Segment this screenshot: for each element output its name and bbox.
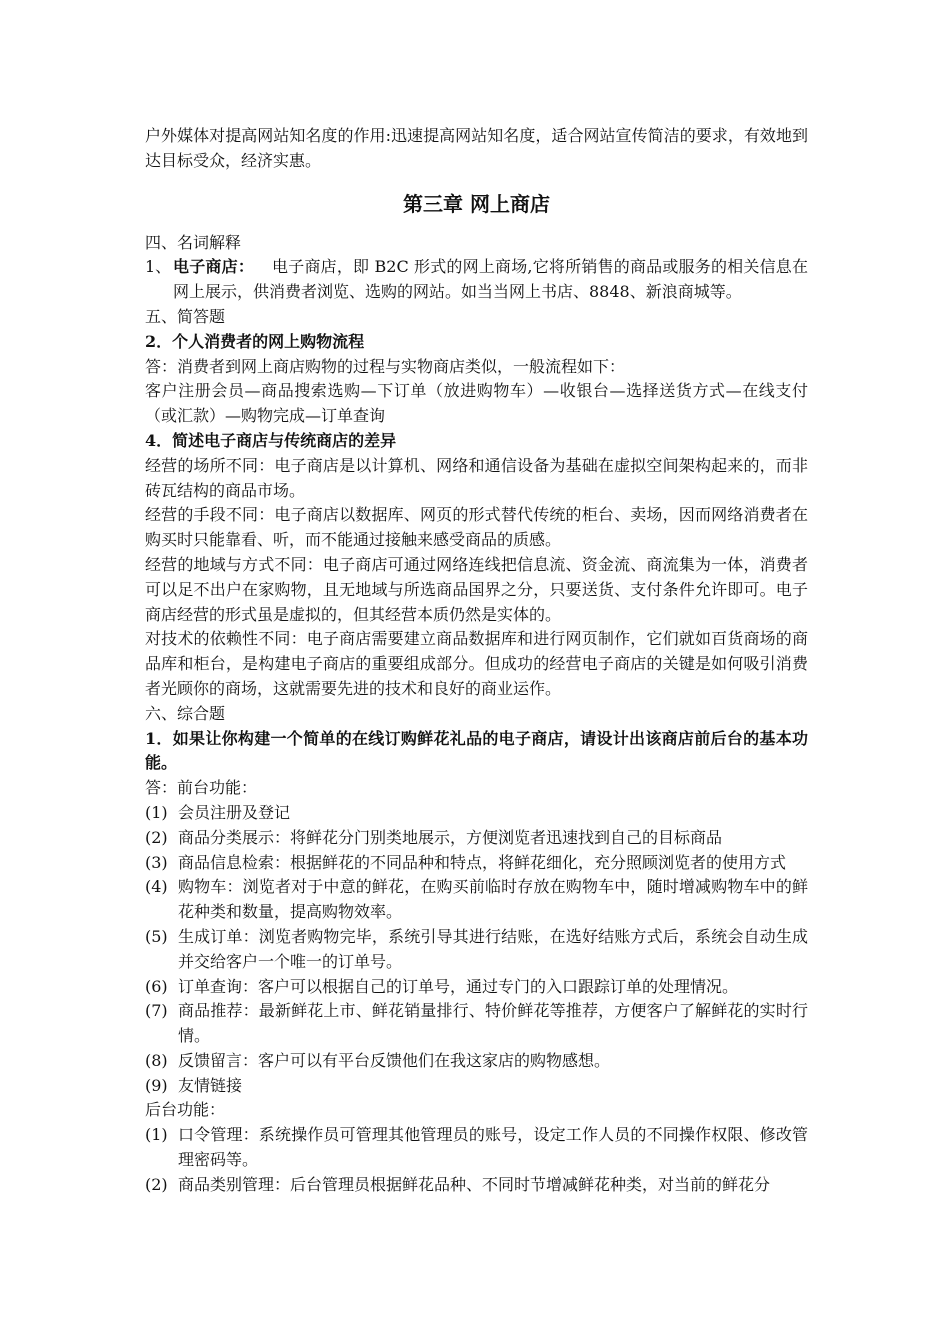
list-item-text: 商品类别管理：后台管理员根据鲜花品种、不同时节增减鲜花种类，对当前的鲜花分 — [178, 1174, 771, 1194]
list-item-number: (2) — [145, 1174, 168, 1194]
list-item — [145, 1074, 808, 1099]
list-item-number: (8) — [145, 1050, 168, 1070]
question-4-paragraph: 对技术的依赖性不同：电子商店需要建立商品数据库和进行网页制作，它们就如百货商场的商品库和柜台，是构建电子商店的重要组成部分。但成功的经营电子商店的关键是如何吸引消费者光顾你的商场，这就需要先进的技术和良好的商业运作。 — [145, 629, 808, 698]
list-item — [145, 826, 808, 851]
list-item — [145, 875, 808, 925]
list-item-number: (1) — [145, 1125, 168, 1145]
definition-number: 1、 — [145, 257, 172, 277]
list-item — [145, 1049, 808, 1074]
list-item-text: 商品推荐：最新鲜花上市、鲜花销量排行、特价鲜花等推荐，方便客户了解鲜花的实时行情。 — [178, 1001, 808, 1046]
list-item — [145, 925, 808, 975]
list-item-number: (7) — [145, 1001, 168, 1021]
list-item-number: (5) — [145, 926, 168, 946]
question-4-paragraph: 经营的地域与方式不同：电子商店可通过网络连线把信息流、资金流、商流集为一体，消费者可以足不出户在家购物，且无地域与所选商品国界之分，只要送货、支付条件允许即可。电子商店经营的形式虽是虚拟的，但其经营本质仍然是实体的。 — [145, 554, 808, 624]
chapter-title: 第三章 网上商店 — [403, 191, 550, 216]
list-item-text: 订单查询：客户可以根据自己的订单号，通过专门的入口跟踪订单的处理情况。 — [178, 976, 739, 996]
section-heading-short-answer: 五、简答题 — [145, 306, 226, 326]
list-item-text: 会员注册及登记 — [178, 802, 291, 822]
section-heading-comprehensive: 六、综合题 — [145, 703, 226, 723]
section-heading-terms: 四、名词解释 — [145, 232, 242, 252]
list-item-number: (1) — [145, 802, 168, 822]
list-item-number: (6) — [145, 976, 168, 996]
definition-term: 电子商店： — [173, 257, 255, 277]
list-item-number: (4) — [145, 877, 168, 897]
definition-item — [145, 255, 808, 305]
question-2-flow: 客户注册会员—商品搜索选购—下订单（放进购物车）—收银台—选择送货方式—在线支付（或汇款）—购物完成—订单查询 — [145, 381, 808, 426]
question-2-answer: 答：消费者到网上商店购物的过程与实物商店类似，一般流程如下： — [145, 356, 626, 376]
front-functions-label: 答：前台功能： — [145, 778, 258, 798]
question-4-paragraph: 经营的场所不同：电子商店是以计算机、网络和通信设备为基础在虚拟空间架构起来的，而非砖瓦结构的商品市场。 — [145, 455, 808, 500]
list-item — [145, 1123, 808, 1173]
list-item — [145, 975, 808, 1000]
question-4-title: 4．简述电子商店与传统商店的差异 — [145, 430, 397, 450]
document-page — [145, 124, 808, 1198]
list-item-number: (9) — [145, 1075, 168, 1095]
list-item — [145, 801, 808, 826]
list-item-text: 口令管理：系统操作员可管理其他管理员的账号，设定工作人员的不同操作权限、修改管理密码等。 — [178, 1125, 808, 1170]
back-functions-label: 后台功能： — [145, 1100, 226, 1120]
definition-body — [173, 255, 808, 305]
question-2-title: 2．个人消费者的网上购物流程 — [145, 331, 365, 351]
list-item-text: 购物车：浏览者对于中意的鲜花，在购买前临时存放在购物车中，随时增减购物车中的鲜花种类和数量，提高购物效率。 — [178, 877, 808, 922]
list-item-number: (2) — [145, 827, 168, 847]
list-item-number: (3) — [145, 852, 168, 872]
list-item-text: 商品信息检索：根据鲜花的不同品种和特点，将鲜花细化，充分照顾浏览者的使用方式 — [178, 852, 787, 872]
list-item-text: 生成订单：浏览者购物完毕，系统引导其进行结账，在选好结账方式后，系统会自动生成并交给客户一个唯一的订单号。 — [178, 926, 808, 971]
question-4-paragraph: 经营的手段不同：电子商店以数据库、网页的形式替代传统的柜台、卖场，因而网络消费者在购买时只能靠看、听，而不能通过接触来感受商品的质感。 — [145, 505, 808, 550]
comprehensive-question-title: 1．如果让你构建一个简单的在线订购鲜花礼品的电子商店，请设计出该商店前后台的基本功能。 — [145, 728, 808, 773]
list-item — [145, 1173, 808, 1198]
list-item-text: 商品分类展示：将鲜花分门别类地展示，方便浏览者迅速找到自己的目标商品 — [178, 827, 723, 847]
list-item — [145, 851, 808, 876]
definition-text: 电子商店，即 B2C 形式的网上商场,它将所销售的商品或服务的相关信息在网上展示，供消费者浏览、选购的网站。如当当网上书店、8848、新浪商城等。 — [173, 257, 808, 302]
list-item-text: 友情链接 — [178, 1075, 243, 1095]
intro-paragraph: 户外媒体对提高网站知名度的作用:迅速提高网站知名度，适合网站宣传简洁的要求，有效地到达目标受众，经济实惠。 — [145, 126, 808, 170]
list-item — [145, 999, 808, 1049]
list-item-text: 反馈留言：客户可以有平台反馈他们在我这家店的购物感想。 — [178, 1050, 611, 1070]
